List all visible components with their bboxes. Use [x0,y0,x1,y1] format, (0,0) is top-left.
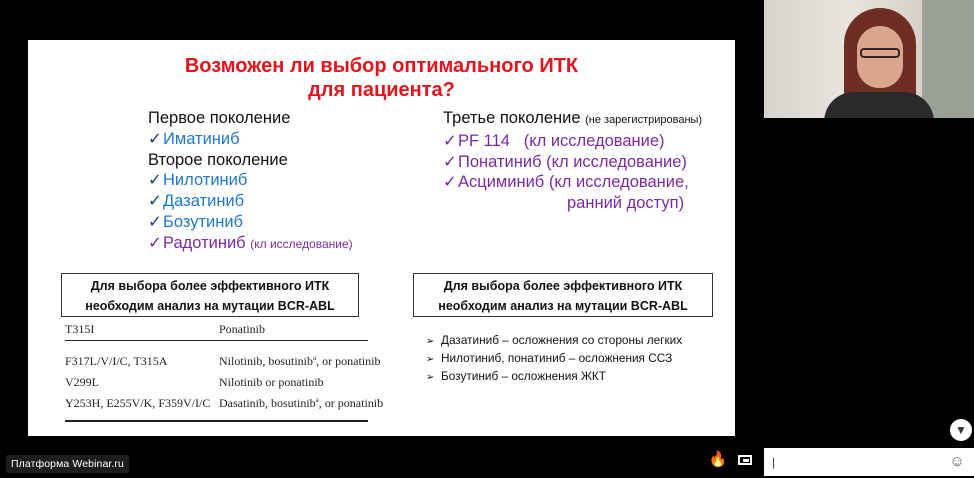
complications-list [426,332,682,386]
list-item: ✓Иматиниб [148,129,240,148]
list-item: ✓PF 114 (кл исследование) [443,131,665,150]
right-column [443,108,702,214]
emoji-icon[interactable]: ☺ [949,453,965,470]
gen3-note: (не зарегистрированы) [585,114,703,126]
table-bottom-rule [65,420,368,422]
check-icon: ✓ [443,173,457,192]
check-icon: ✓ [148,171,162,190]
mutation-analysis-box-left: Для выбора более эффективного ИТК необходим анализ на мутации BCR-ABL [61,273,359,317]
check-icon: ✓ [148,192,162,211]
gen3-heading: Третье поколение (не зарегистрированы) [443,109,703,127]
check-icon: ✓ [148,233,162,252]
screen-share-icon[interactable] [733,448,757,472]
table-row: F317L/V/I/C, T315A Nilotinib, bosutinib$^a$, or ponatinib [65,354,381,368]
presenter-webcam [764,0,974,118]
gen1-heading: Первое поколение [148,109,291,127]
list-item: ✓Понатиниб (кл исследование) [443,152,687,171]
mutation-table [65,319,384,422]
slide-title-line2: для пациента? [308,79,455,101]
arrow-bullet-icon: ➢ [426,354,435,365]
list-item: ➢ Дазатиниб – осложнения со стороны легких [426,332,682,350]
list-item: ✓Асциминиб (кл исследование, [443,173,689,192]
table-row: T315I Ponatinib [65,322,266,336]
arrow-bullet-icon: ➢ [426,372,435,383]
list-item: ✓Радотиниб (кл исследование) [148,233,353,252]
list-item: ➢ Бозутиниб – осложнения ЖКТ [426,368,682,386]
check-icon: ✓ [443,131,457,150]
list-item: ✓Нилотиниб [148,171,248,190]
radotinib-note: (кл исследование) [250,236,353,251]
arrow-bullet-icon: ➢ [426,336,435,347]
flame-icon[interactable]: 🔥 [708,451,728,468]
slide-title-line1: Возможен ли выбор оптимального ИТК [184,55,579,77]
check-icon: ✓ [148,212,162,231]
chevron-down-icon[interactable]: ▼ [950,419,972,441]
table-row: V299L Nilotinib or ponatinib [65,375,324,389]
gen3-continuation: ранний доступ) [567,194,685,213]
table-row: Y253H, E255V/K, F359V/I/C Dasatinib, bosutinib$^a$, or ponatinib [65,396,384,410]
presentation-slide [28,40,735,436]
gen2-heading: Второе поколение [148,150,288,169]
left-column [148,108,353,255]
list-item: ➢ Нилотиниб, понатиниб – осложнения ССЗ [426,350,682,368]
platform-badge[interactable]: Платформа Webinar.ru [6,455,129,473]
check-icon: ✓ [443,152,457,171]
list-item: ✓Дазатиниб [148,192,245,211]
mutation-analysis-box-right: Для выбора более эффективного ИТК необходим анализ на мутации BCR-ABL [413,273,713,317]
check-icon: ✓ [148,129,162,148]
list-item: ✓Бозутиниб [148,212,244,231]
chat-input[interactable] [764,448,974,476]
